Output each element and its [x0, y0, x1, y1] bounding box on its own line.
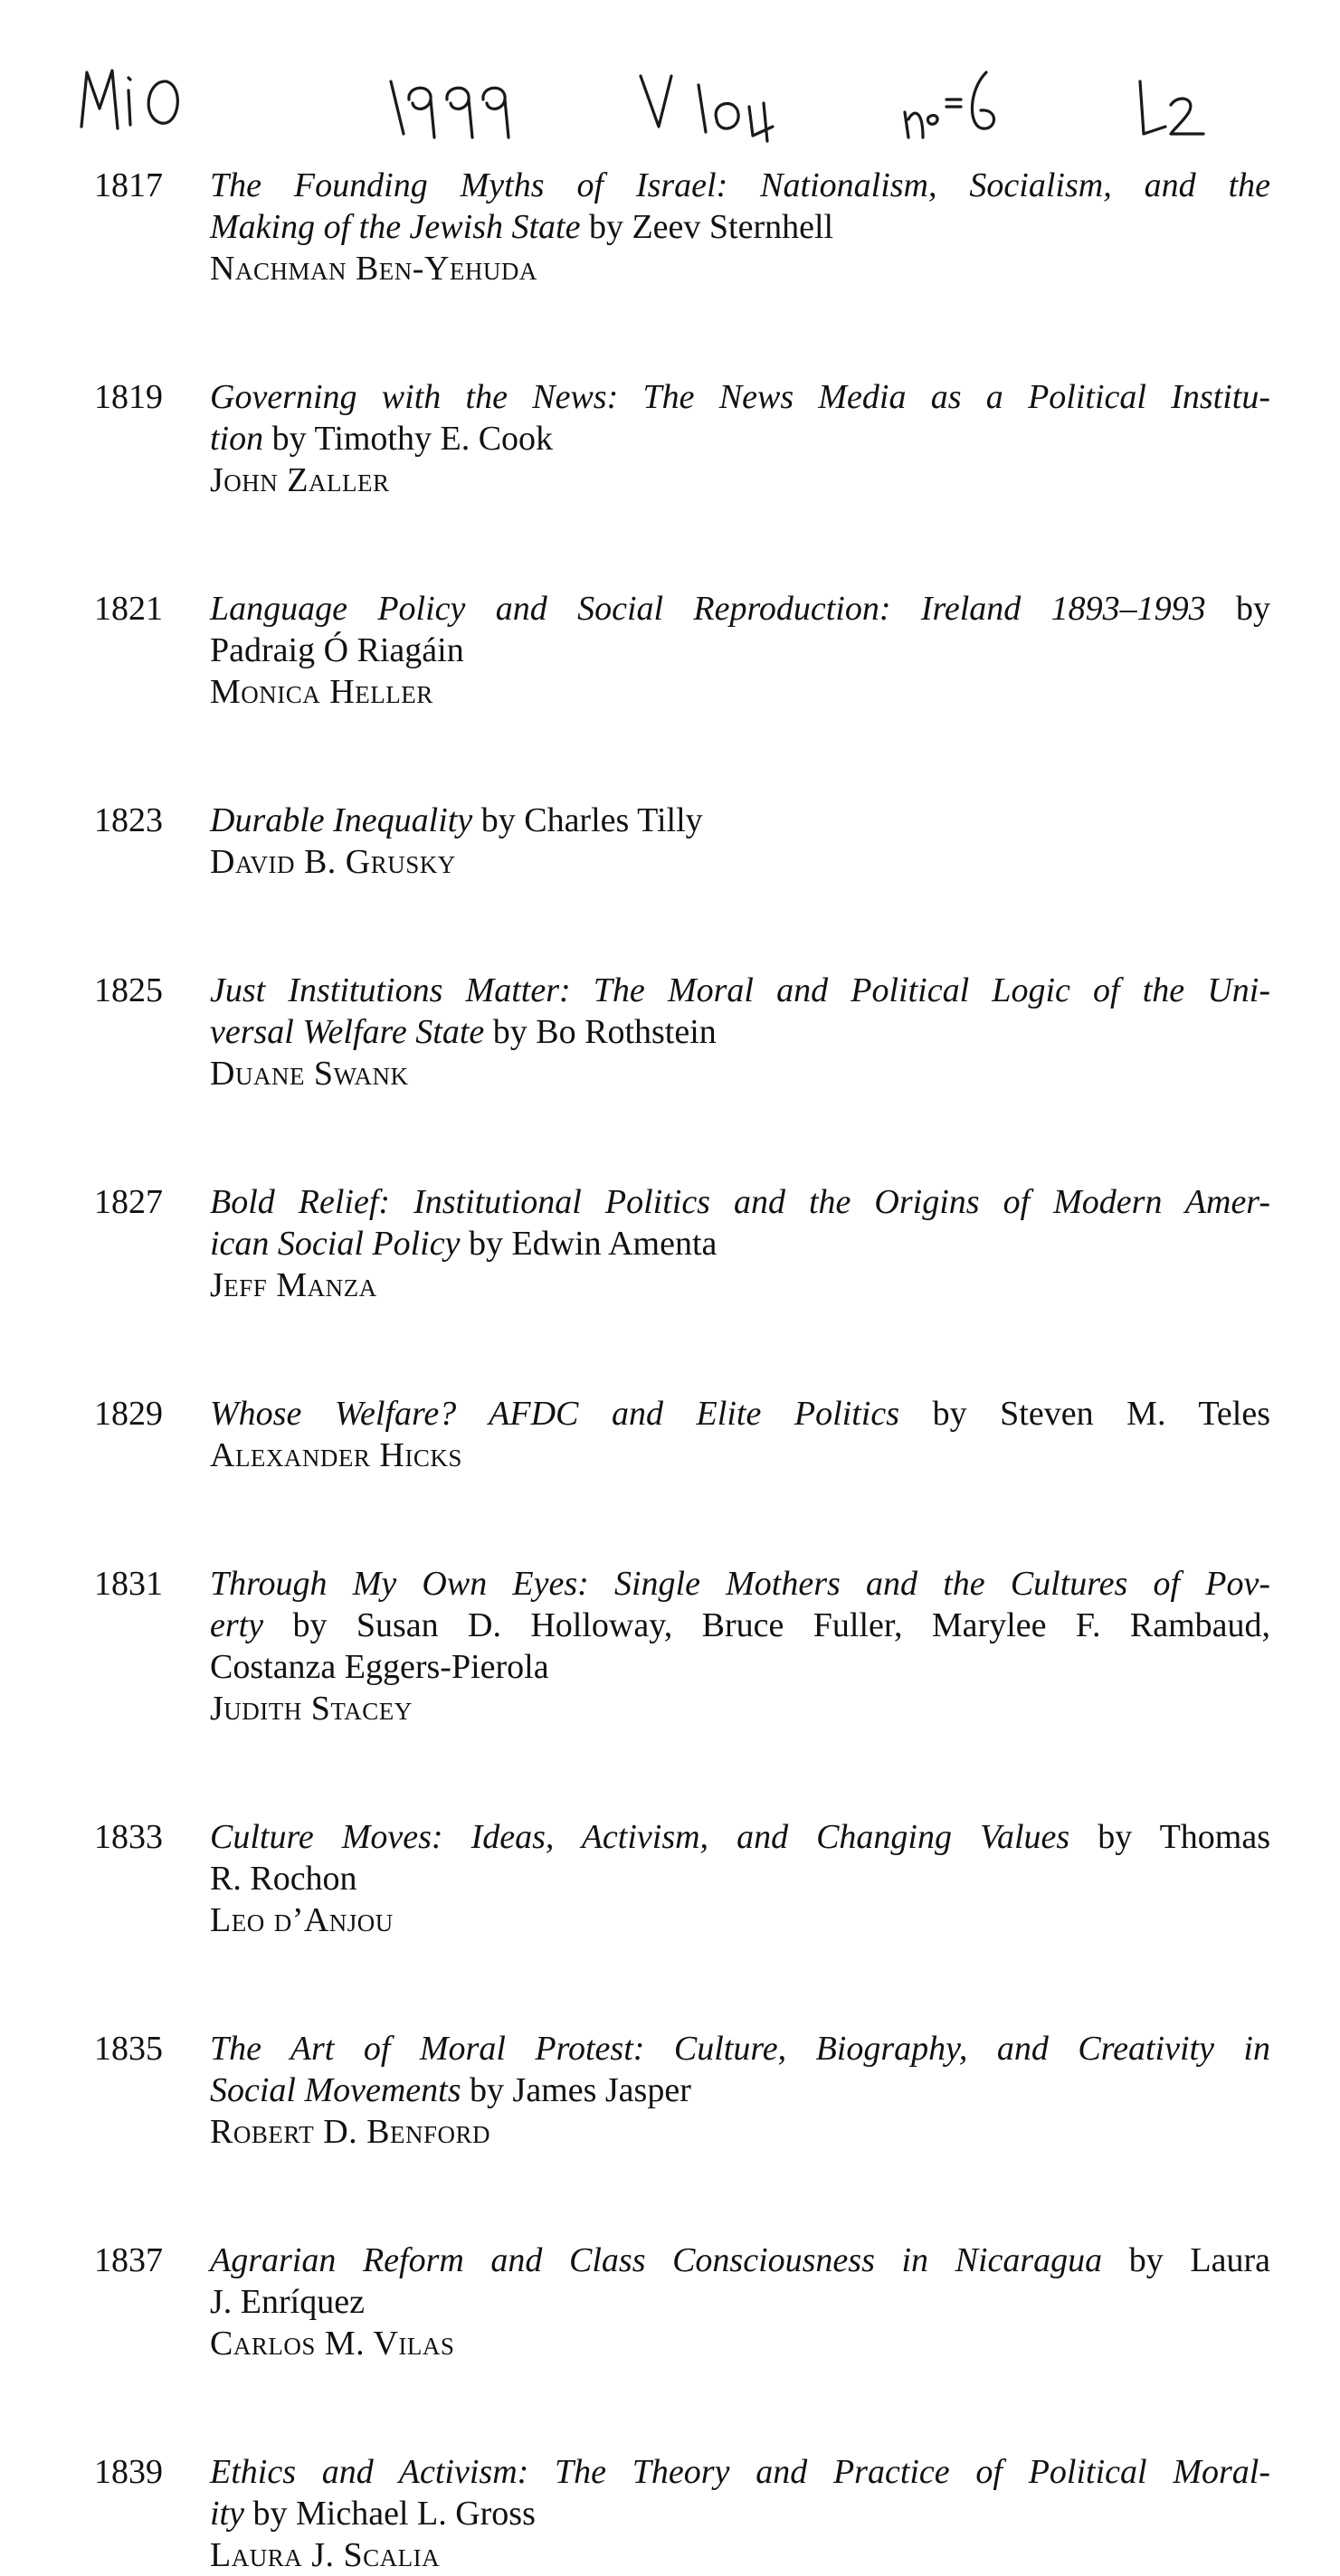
citation-line [210, 1605, 1270, 1646]
book-title-text: Bold Relief: Institutional Politics and the Origins of Modern Amer- [210, 1183, 1270, 1221]
citation-line [210, 800, 1270, 841]
author-text: by Laura [1102, 2241, 1270, 2279]
author-text: by Michael L. Gross [243, 2495, 536, 2533]
author-text: Costanza Eggers-Pierola [210, 1648, 549, 1686]
citation-line [210, 630, 1270, 671]
citation-line [210, 2028, 1270, 2069]
author-text: by James Jasper [461, 2071, 691, 2109]
author-text: R. Rochon [210, 1860, 357, 1898]
reviewer-name: Laura J. Scalia [210, 2536, 441, 2574]
book-title-text: Governing with the News: The News Media as a Political Institu- [210, 378, 1270, 416]
book-title-text: Agrarian Reform and Class Consciousness in Nicaragua [210, 2241, 1103, 2279]
reviewer-name: Judith Stacey [210, 1690, 413, 1728]
citation-line [210, 588, 1270, 630]
book-title-text: Language Policy and Social Reproduction: Ireland 1893–1993 [210, 590, 1206, 628]
handwriting-strokes [72, 54, 1249, 145]
citation-line [210, 2069, 1270, 2111]
review-entry [94, 2240, 1270, 2364]
page-number: 1837 [94, 2241, 163, 2279]
book-title-text: Whose Welfare? AFDC and Elite Politics [210, 1395, 899, 1433]
author-text: by Charles Tilly [472, 801, 703, 839]
page-number: 1829 [94, 1395, 163, 1433]
author-text: J. Enríquez [210, 2283, 365, 2321]
book-title-text: erty [210, 1606, 264, 1644]
entry-body [210, 165, 1270, 289]
author-text: by Edwin Amenta [460, 1225, 718, 1263]
citation-line [210, 418, 1270, 459]
reviewer-name: Alexander Hicks [210, 1436, 462, 1474]
review-entry [94, 2451, 1270, 2576]
entry-body [210, 1181, 1270, 1306]
citation-line [210, 1646, 1270, 1688]
citation-line [210, 2240, 1270, 2281]
author-text: by Bo Rothstein [484, 1013, 717, 1051]
page-number: 1825 [94, 971, 163, 1009]
author-text: by Timothy E. Cook [263, 420, 554, 458]
review-entry [94, 1181, 1270, 1306]
book-title-text: Ethics and Activism: The Theory and Practice of Political Moral- [210, 2453, 1270, 2491]
author-text: by Susan D. Holloway, Bruce Fuller, Marylee F. Rambaud, [263, 1606, 1270, 1644]
review-entry [94, 1393, 1270, 1476]
citation-line [210, 206, 1270, 248]
review-entry [94, 1816, 1270, 1941]
review-entry [94, 2028, 1270, 2153]
entry-body [210, 2240, 1270, 2364]
book-title-text: tion [210, 420, 264, 458]
reviewer-name: John Zaller [210, 461, 390, 499]
page-number: 1827 [94, 1183, 163, 1221]
reviewer-name: Robert D. Benford [210, 2113, 491, 2151]
book-title-text: The Founding Myths of Israel: Nationalism, Socialism, and the [210, 166, 1270, 204]
entry-body [210, 588, 1270, 713]
citation-line [210, 1816, 1270, 1858]
author-text: by Steven M. Teles [899, 1395, 1270, 1433]
citation-line [210, 1011, 1270, 1053]
review-entry [94, 1563, 1270, 1729]
citation-line [210, 1563, 1270, 1605]
entry-body [210, 970, 1270, 1094]
citation-line [210, 970, 1270, 1011]
author-text: by Thomas [1069, 1818, 1270, 1856]
author-text: by Zeev Sternhell [580, 208, 834, 246]
page-number: 1835 [94, 2030, 163, 2068]
citation-line [210, 165, 1270, 206]
reviewer-name: Jeff Manza [210, 1266, 377, 1304]
citation-line [210, 1181, 1270, 1223]
reviewer-name: Nachman Ben-Yehuda [210, 250, 537, 288]
reviewer-name: Carlos M. Vilas [210, 2325, 455, 2363]
book-title-text: Social Movements [210, 2071, 461, 2109]
citation-line [210, 2281, 1270, 2323]
citation-line [210, 1393, 1270, 1435]
book-title-text: versal Welfare State [210, 1013, 485, 1051]
reviewer-name: David B. Grusky [210, 843, 456, 881]
book-title-text: Just Institutions Matter: The Moral and Political Logic of the Uni- [210, 971, 1270, 1009]
entry-body [210, 2028, 1270, 2153]
book-title-text: Durable Inequality [210, 801, 473, 839]
author-text: Padraig Ó Riagáin [210, 631, 464, 669]
book-title-text: Making of the Jewish State [210, 208, 581, 246]
entry-body [210, 2451, 1270, 2576]
citation-line [210, 376, 1270, 418]
entry-body [210, 1393, 1270, 1476]
entry-body [210, 1816, 1270, 1941]
citation-line [210, 2451, 1270, 2493]
book-title-text: The Art of Moral Protest: Culture, Biography, and Creativity in [210, 2030, 1270, 2068]
review-entry [94, 165, 1270, 289]
handwritten-annotation [72, 54, 1249, 145]
reviewer-name: Leo d’Anjou [210, 1901, 394, 1939]
page-number: 1839 [94, 2453, 163, 2491]
review-entry [94, 970, 1270, 1094]
author-text: by [1205, 590, 1270, 628]
reviewer-name: Duane Swank [210, 1055, 409, 1093]
review-listing [94, 165, 1270, 2576]
entry-body [210, 800, 1270, 883]
book-title-text: Culture Moves: Ideas, Activism, and Changing Values [210, 1818, 1070, 1856]
reviewer-name: Monica Heller [210, 673, 433, 711]
page-number: 1817 [94, 166, 163, 204]
book-title-text: Through My Own Eyes: Single Mothers and the Cultures of Pov- [210, 1565, 1270, 1603]
entry-body [210, 1563, 1270, 1729]
review-entry [94, 800, 1270, 883]
entry-body [210, 376, 1270, 501]
review-entry [94, 376, 1270, 501]
review-entry [94, 588, 1270, 713]
book-title-text: ity [210, 2495, 244, 2533]
page-number: 1823 [94, 801, 163, 839]
citation-line [210, 2493, 1270, 2534]
book-title-text: ican Social Policy [210, 1225, 461, 1263]
page-number: 1821 [94, 590, 163, 628]
citation-line [210, 1858, 1270, 1899]
page-number: 1833 [94, 1818, 163, 1856]
page-number: 1831 [94, 1565, 163, 1603]
page-number: 1819 [94, 378, 163, 416]
citation-line [210, 1223, 1270, 1264]
